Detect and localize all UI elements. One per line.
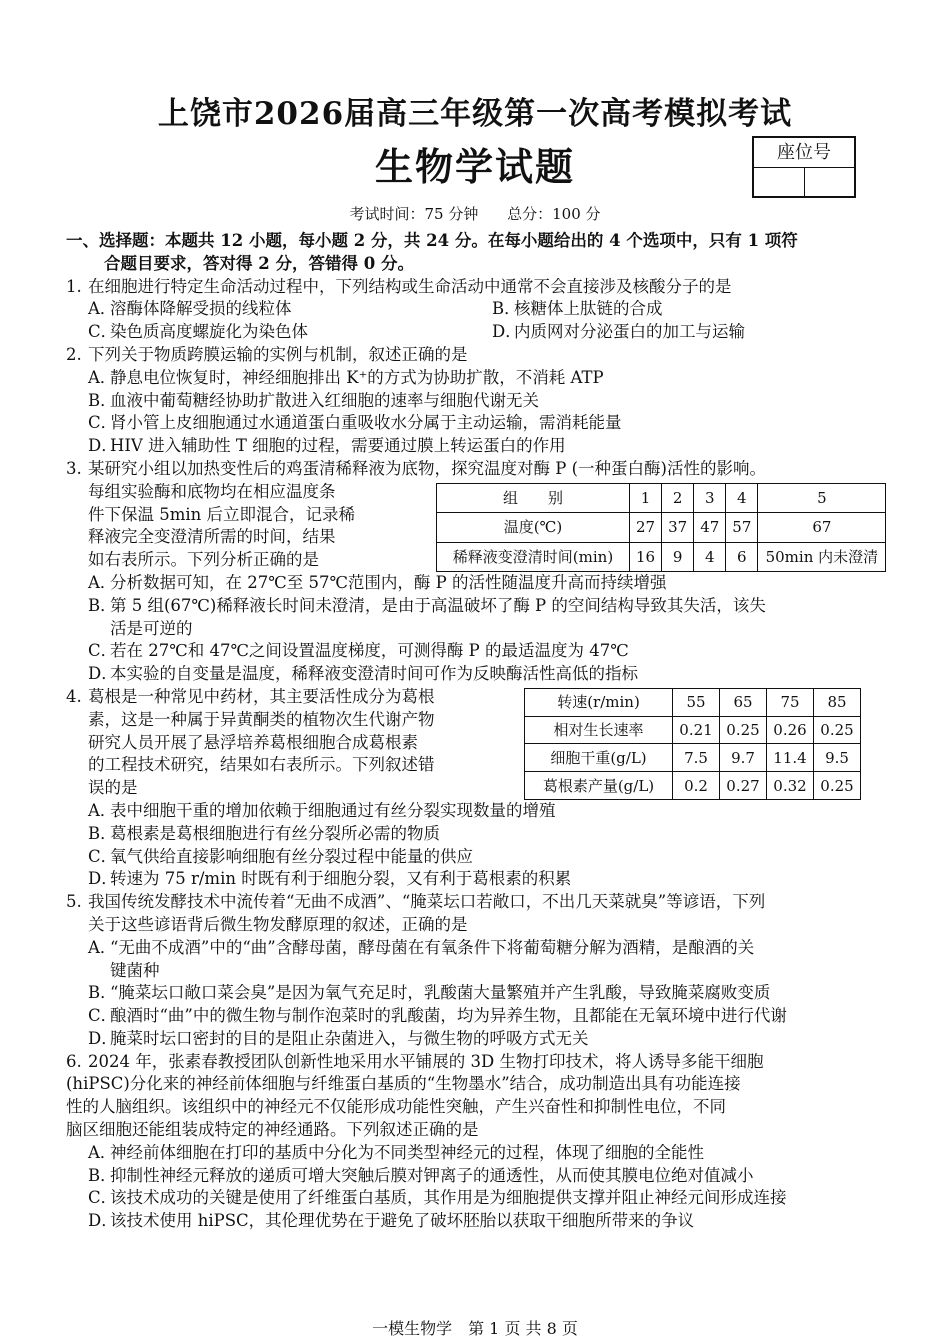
- question-number: 4.: [66, 686, 82, 706]
- option-b[interactable]: B．“腌菜坛口敞口菜会臭”是因为氧气充足时，乳酸菌大量繁殖并产生乳酸，导致腌菜腐败变质: [88, 983, 771, 1003]
- option-d[interactable]: D．HIV 进入辅助性 T 细胞的过程，需要通过膜上转运蛋白的作用: [88, 436, 566, 456]
- table-row-yield: 葛根素产量(g/L) 0.2 0.27 0.32 0.25: [525, 772, 861, 800]
- option-c[interactable]: C．染色质高度螺旋化为染色体: [88, 322, 308, 342]
- option-d[interactable]: D．内质网对分泌蛋白的加工与运输: [492, 322, 745, 342]
- option-a[interactable]: A．溶酶体降解受损的线粒体: [88, 299, 292, 319]
- rotation-speed-table: [524, 688, 861, 800]
- option-a[interactable]: A．分析数据可知，在 27℃至 57℃范围内，酶 P 的活性随温度升高而持续增强: [88, 572, 667, 592]
- question-number: 6.: [66, 1051, 82, 1071]
- seat-number-label: 座位号: [754, 138, 854, 168]
- seat-number-cells: [754, 168, 854, 197]
- question-4: [66, 686, 896, 891]
- seat-number-box: [752, 136, 856, 198]
- option-c[interactable]: C．氧气供给直接影响细胞有丝分裂过程中能量的供应: [88, 846, 473, 866]
- option-d[interactable]: D．本实验的自变量是温度，稀释液变澄清时间可作为反映酶活性高低的指标: [88, 664, 638, 684]
- option-c[interactable]: C．若在 27℃和 47℃之间设置温度梯度，可测得酶 P 的最适温度为 47℃: [88, 641, 629, 661]
- question-number: 1.: [66, 276, 82, 296]
- seat-cell-1[interactable]: [754, 168, 804, 197]
- option-b[interactable]: B．葛根素是葛根细胞进行有丝分裂所必需的物质: [88, 823, 440, 843]
- subject-title: 生物学试题: [374, 144, 575, 189]
- section-line-1: 一、选择题：本题共 12 小题，每小题 2 分，共 24 分。在每小题给出的 4 个选项中，只有 1 项符: [66, 231, 798, 250]
- question-stem-wrap: 4. 葛根是一种常见中药材，其主要活性成分为葛根 素，这是一种属于异黄酮类的植物次生代谢产物 研究人员开展了悬浮培养葛根细胞合成葛根素 的工程技术研究，结果如右表所示。下列叙述错 误的是: [66, 686, 435, 798]
- table-row-dry-weight: 细胞干重(g/L) 7.5 9.7 11.4 9.5: [525, 744, 861, 772]
- exam-title: 上饶市2026届高三年级第一次高考模拟考试: [157, 96, 793, 132]
- table-row-rate: 相对生长速率 0.21 0.25 0.26 0.25: [525, 716, 861, 744]
- option-d[interactable]: D．腌菜时坛口密封的目的是阻止杂菌进入，与微生物的呼吸方式无关: [88, 1028, 589, 1048]
- exam-total: 总分：100 分: [507, 205, 601, 223]
- option-c[interactable]: C．该技术成功的关键是使用了纤维蛋白基质，其作用是为细胞提供支撑并阻止神经元间形成连接: [88, 1188, 787, 1208]
- exam-content: [66, 230, 896, 1233]
- question-number: 5.: [66, 892, 82, 912]
- question-stem-wrap: 每组实验酶和底物均在相应温度条 件下保温 5min 后立即混合，记录稀 释液完全变澄清所需的时间，结果 如右表所示。下列分析正确的是: [88, 481, 356, 570]
- question-3: [66, 458, 896, 686]
- question-stem: 在细胞进行特定生命活动过程中，下列结构或生命活动中通常不会直接涉及核酸分子的是: [88, 276, 732, 296]
- option-a[interactable]: A．神经前体细胞在打印的基质中分化为不同类型神经元的过程，体现了细胞的全能性: [88, 1142, 704, 1162]
- option-d[interactable]: D．转速为 75 r/min 时既有利于细胞分裂，又有利于葛根素的积累: [88, 869, 572, 889]
- question-6: 6. 2024 年，张素春教授团队创新性地采用水平铺展的 3D 生物打印技术，将人诱导多能干细胞 (hiPSC)分化来的神经前体细胞与纤维蛋白基质的“生物墨水”结合，成功制造出具有功能连接 性的人脑组织。该组织中的神经元不仅能形成功能性突触，产生兴奋性和抑制性电位，不同 脑区细胞还能组装成特定的神经通路。下列叙述正确的是 A．神经前体细胞在打印的基质中分化为不同类型神经元的过程，体现了细胞的全能性 B．抑制性神经元释放的递质可增大突触后膜对钾离子的通透性，从而使其膜电位绝对值减小 C．该技术成功的关键是使用了纤维蛋白基质，其作用是为细胞提供支撑并阻止神经元间形成连接 D．该技术使用 hiPSC，其伦理优势在于避免了破坏胚胎以获取干细胞所带来的争议: [66, 1051, 896, 1233]
- option-a[interactable]: A．“无曲不成酒”中的“曲”含酵母菌，酵母菌在有氧条件下将葡萄糖分解为酒精，是酿酒的关 键菌种: [88, 937, 755, 980]
- question-number: 3.: [66, 458, 82, 478]
- table-row-speed: 转速(r/min) 55 65 75 85: [525, 688, 861, 716]
- option-b[interactable]: B．第 5 组(67℃)稀释液长时间未澄清，是由于高温破坏了酶 P 的空间结构导致其失活，该失 活是可逆的: [88, 595, 766, 638]
- question-number: 2.: [66, 344, 82, 364]
- question-stem: 我国传统发酵技术中流传着“无曲不成酒”、“腌菜坛口若敞口，不出几天菜就臭”等谚语，下列: [88, 892, 766, 912]
- seat-cell-2[interactable]: [804, 168, 855, 197]
- table-row-temp: 温度(℃) 27 37 47 57 67: [437, 513, 886, 542]
- section-line-2: 合题目要求，答对得 2 分，答错得 0 分。: [104, 253, 414, 273]
- option-b[interactable]: B．血液中葡萄糖经协助扩散进入红细胞的速率与细胞代谢无关: [88, 390, 539, 410]
- option-a[interactable]: A．静息电位恢复时，神经细胞排出 K⁺的方式为协助扩散，不消耗 ATP: [88, 367, 604, 387]
- question-1: [66, 276, 896, 344]
- temperature-table: [436, 483, 886, 572]
- table-row-time: 稀释液变澄清时间(min) 16 9 4 6 50min 内未澄清: [437, 542, 886, 571]
- question-stem: 2024 年，张素春教授团队创新性地采用水平铺展的 3D 生物打印技术，将人诱导多能干细胞: [88, 1051, 764, 1071]
- exam-meta: [0, 203, 950, 224]
- question-5: 5. 我国传统发酵技术中流传着“无曲不成酒”、“腌菜坛口若敞口，不出几天菜就臭”等谚语，下列 关于这些谚语背后微生物发酵原理的叙述，正确的是 A．“无曲不成酒”中的“曲”含酵母菌，酵母菌在有氧条件下将葡萄糖分解为酒精，是酿酒的关 键菌种 B．“腌菜坛口敞口菜会臭”是因为氧气充足时，乳酸菌大量繁殖并产生乳酸，导致腌菜腐败变质 C．酿酒时“曲”中的微生物与制作泡菜时的乳酸菌，均为异养生物，且都能在无氧环境中进行代谢 D．腌菜时坛口密封的目的是阻止杂菌进入，与微生物的呼吸方式无关: [66, 891, 896, 1051]
- option-b[interactable]: B．抑制性神经元释放的递质可增大突触后膜对钾离子的通透性，从而使其膜电位绝对值减小: [88, 1165, 754, 1185]
- option-a[interactable]: A．表中细胞干重的增加依赖于细胞通过有丝分裂实现数量的增殖: [88, 800, 556, 820]
- page-footer: 一模生物学 第 1 页 共 8 页: [372, 1319, 578, 1338]
- section-heading: [66, 230, 896, 276]
- question-stem: 某研究小组以加热变性后的鸡蛋清稀释液为底物，探究温度对酶 P (一种蛋白酶)活性的影响。: [88, 458, 766, 478]
- exam-time: 考试时间：75 分钟: [349, 205, 479, 223]
- table-row-group: 组 别 1 2 3 4 5: [437, 483, 886, 512]
- option-b[interactable]: B．核糖体上肽链的合成: [492, 299, 663, 319]
- option-c[interactable]: C．肾小管上皮细胞通过水通道蛋白重吸收水分属于主动运输，需消耗能量: [88, 413, 622, 433]
- question-2: [66, 344, 896, 458]
- option-d[interactable]: D．该技术使用 hiPSC，其伦理优势在于避免了破坏胚胎以获取干细胞所带来的争议: [88, 1211, 695, 1231]
- option-c[interactable]: C．酿酒时“曲”中的微生物与制作泡菜时的乳酸菌，均为异养生物，且都能在无氧环境中进行代谢: [88, 1006, 787, 1026]
- question-stem: 下列关于物质跨膜运输的实例与机制，叙述正确的是: [88, 344, 468, 364]
